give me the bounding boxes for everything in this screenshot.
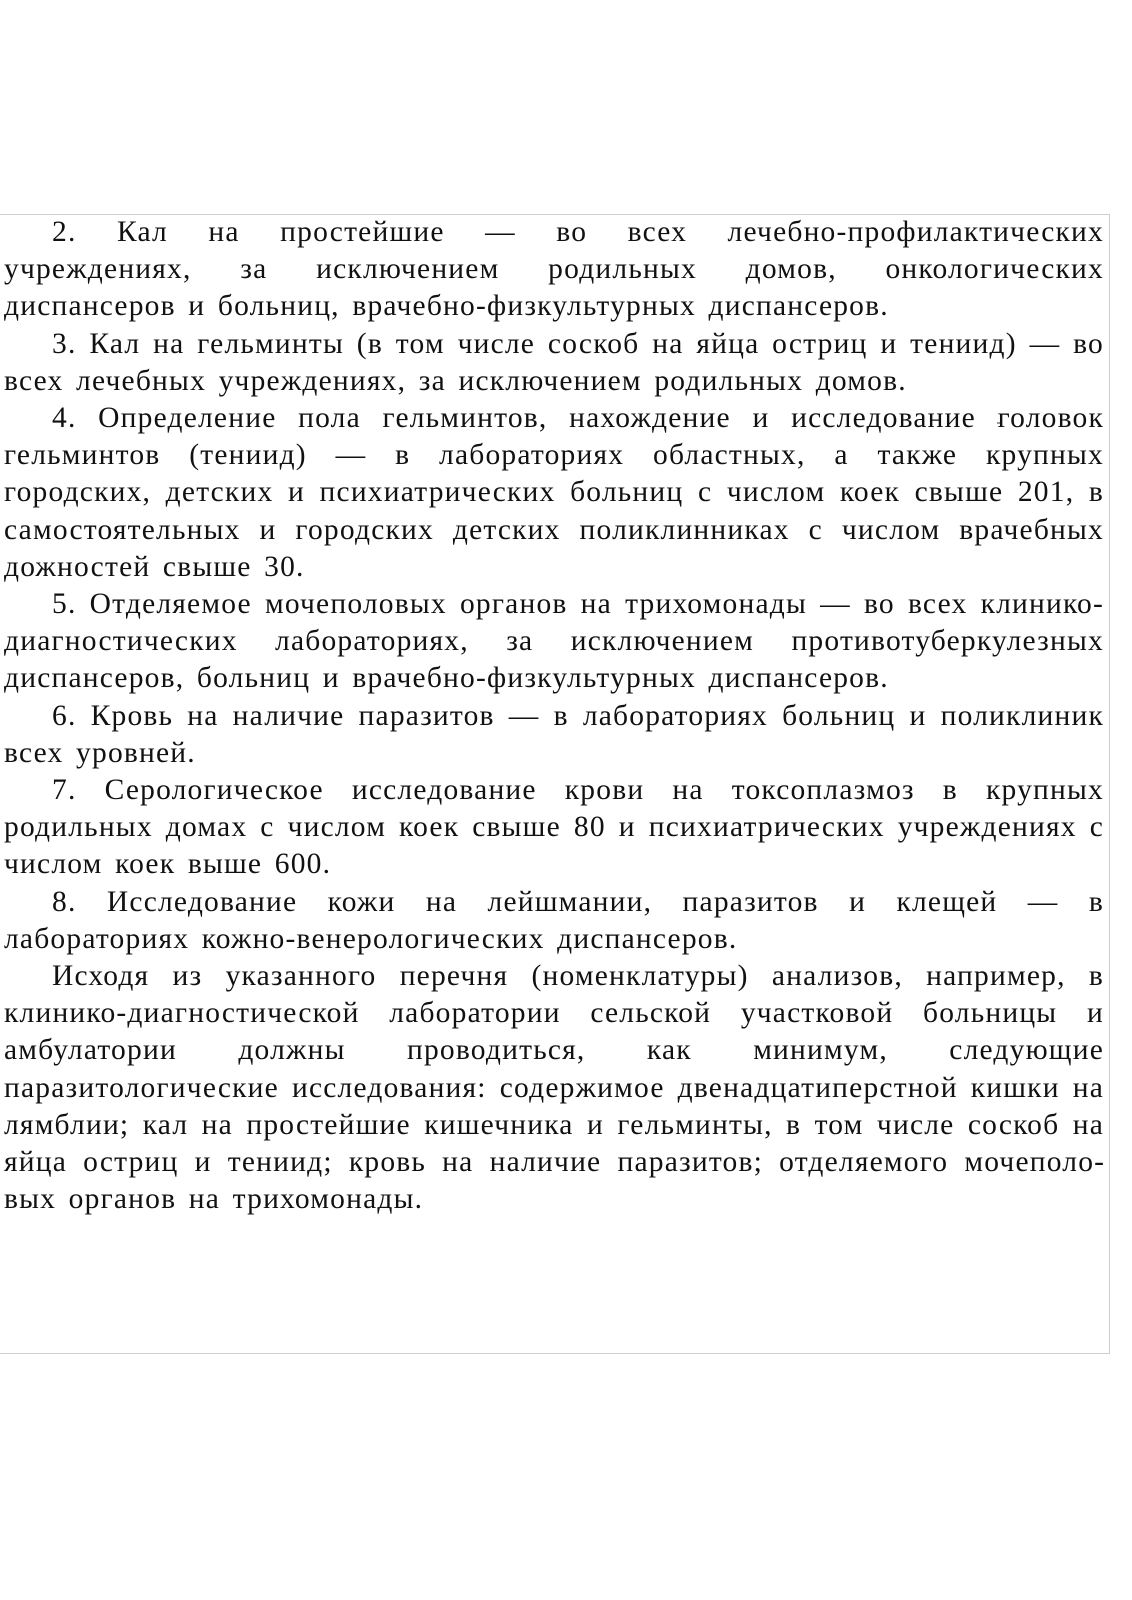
document-text	[4, 214, 1104, 1218]
list-item-6: 6. Кровь на наличие паразитов — в лабораториях больниц и поликлиник всех уровней.	[4, 699, 1104, 769]
list-item-8: 8. Исследование кожи на лейшмании, паразитов и клещей — в лабораториях кожно-венерологических диспансеров.	[4, 885, 1104, 955]
list-item-5: 5. Отделяемое мочеполовых органов на трихомонады — во всех клинико-диагностических лабораториях, за исключением противотуберкулезных диспансеров, больниц и врачебно-физкультурных диспансеров.	[4, 588, 1104, 695]
list-item-7: 7. Серологическое исследование крови на токсоплазмоз в крупных родильных домах с числом коек свыше 80 и психиатрических учреждениях с числом коек выше 600.	[4, 774, 1104, 881]
list-item-3: 3. Кал на гельминты (в том числе соскоб на яйца остриц и тениид) — во всех лечебных учреждениях, за исключением родильных домов.	[4, 327, 1104, 397]
list-item-2: 2. Кал на простейшие — во всех лечебно-профилактических учреждениях, за исключением родильных домов, онкологических диспансеров и больниц, врачебно-физкультурных диспансеров.	[4, 216, 1104, 323]
summary-paragraph: Исходя из указанного перечня (номенклатуры) анализов, например, в клинико-диагностической лаборатории сельской участковой больницы и амбулатории должны проводиться, как минимум, следующие паразитологические исследования: содержимое двенадцатиперстной кишки на лямблии; кал на простейшие кишечника и гельминты, в том числе соскоб на яйца остриц и тениид; кровь на наличие паразитов; отделяемого мочеполовых органов на трихомонады.	[4, 960, 1104, 1216]
list-item-4: 4. Определение пола гельминтов, нахождение и исследование головок гельминтов (тениид) — в лабораториях областных, а также крупных городских, детских и психиатрических больниц с числом коек свыше 201, в самостоятельных и городских детских поликлинниках с числом врачебных дожностей свыше 30.	[4, 402, 1104, 583]
